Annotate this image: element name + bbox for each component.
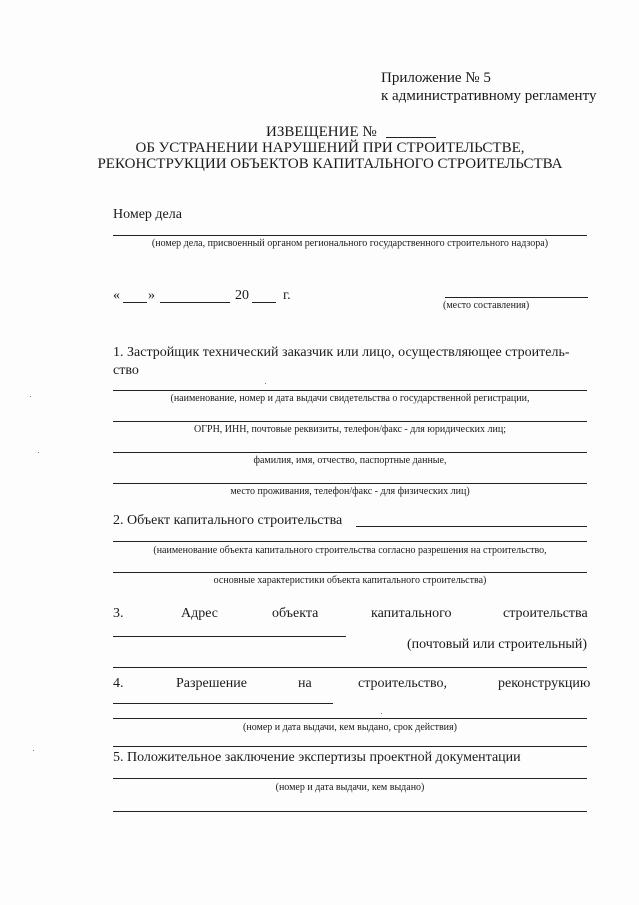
section-4-inline-line	[113, 703, 333, 704]
section-1-line-2	[113, 421, 587, 422]
scan-speck	[381, 713, 382, 714]
section-5-text: 5. Положительное заключение экспертизы проектной документации	[113, 750, 521, 765]
section-3-number: 3.	[113, 606, 124, 621]
scan-speck	[30, 396, 31, 397]
notice-title: ИЗВЕЩЕНИЕ №	[266, 124, 377, 140]
scan-speck	[38, 452, 39, 453]
section-3-word-construction: строительства	[503, 606, 588, 621]
date-close-quote: »	[148, 288, 155, 303]
section-1-caption-2: ОГРН, ИНН, почтовые реквизиты, телефон/факс - для юридических лиц;	[194, 424, 506, 435]
section-3-word-address: Адрес	[181, 606, 219, 621]
section-5-line-1	[113, 778, 587, 779]
case-number-caption: (номер дела, присвоенный органом регионального государственного строительного надзора)	[151, 238, 549, 249]
appendix-regulation: к административному регламенту	[381, 88, 597, 104]
section-3-word-object: объекта	[272, 606, 319, 621]
section-2-caption-1: (наименование объекта капитального строительства согласно разрешения на строительство,	[153, 545, 547, 556]
section-2-text: 2. Объект капитального строительства	[113, 513, 343, 528]
section-3-address-line	[113, 636, 346, 637]
date-year-prefix: 20	[235, 288, 249, 303]
section-5-caption: (номер и дата выдачи, кем выдано)	[275, 782, 425, 793]
section-3-word-capital: капитального	[371, 606, 452, 621]
notice-subtitle-2: РЕКОНСТРУКЦИИ ОБЪЕКТОВ КАПИТАЛЬНОГО СТРОИТЕЛЬСТВА	[97, 156, 563, 172]
section-4-number: 4.	[113, 676, 124, 691]
section-1-text-cont: ство	[113, 363, 139, 378]
case-number-line	[113, 235, 587, 236]
section-2-line-2	[113, 572, 587, 573]
section-1-line-1	[113, 390, 587, 391]
scan-speck	[33, 750, 34, 751]
place-caption: (место составления)	[443, 300, 530, 311]
date-year-line	[252, 302, 276, 303]
section-4-word-for: на	[298, 676, 312, 691]
section-4-word-reconstruction: реконструкцию	[498, 676, 591, 691]
section-3-line-2	[113, 667, 587, 668]
scan-speck	[265, 383, 266, 384]
section-4-word-permit: Разрешение	[176, 676, 247, 691]
date-day-line	[123, 302, 147, 303]
section-1-caption-4: место проживания, телефон/факс - для физических лиц)	[230, 486, 470, 497]
section-1-caption-1: (наименование, номер и дата выдачи свидетельства о государственной регистрации,	[170, 393, 530, 404]
section-3-note: (почтовый или строительный)	[407, 637, 587, 652]
section-1-line-4	[113, 483, 587, 484]
section-4-word-construction: строительство,	[358, 676, 448, 691]
section-5-line-2	[113, 811, 587, 812]
date-month-line	[160, 302, 230, 303]
section-2-line-1	[113, 541, 587, 542]
case-number-label: Номер дела	[113, 207, 182, 222]
section-1-caption-3: фамилия, имя, отчество, паспортные данные,	[253, 455, 447, 466]
date-open-quote: «	[113, 288, 120, 303]
appendix-number: Приложение № 5	[381, 70, 491, 86]
section-1-line-3	[113, 452, 587, 453]
section-4-line-2	[113, 746, 587, 747]
section-2-caption-2: основные характеристики объекта капитального строительства)	[213, 575, 487, 586]
section-4-caption: (номер и дата выдачи, кем выдано, срок действия)	[243, 722, 457, 733]
place-line	[445, 297, 588, 298]
notice-subtitle-1: ОБ УСТРАНЕНИИ НАРУШЕНИЙ ПРИ СТРОИТЕЛЬСТВЕ,	[135, 140, 525, 156]
notice-number-line	[386, 137, 436, 138]
section-2-inline-line	[356, 526, 587, 527]
section-4-line-1	[113, 718, 587, 719]
date-year-suffix: г.	[283, 288, 291, 303]
section-1-text: 1. Застройщик технический заказчик или лицо, осуществляющее строитель-	[113, 345, 570, 360]
